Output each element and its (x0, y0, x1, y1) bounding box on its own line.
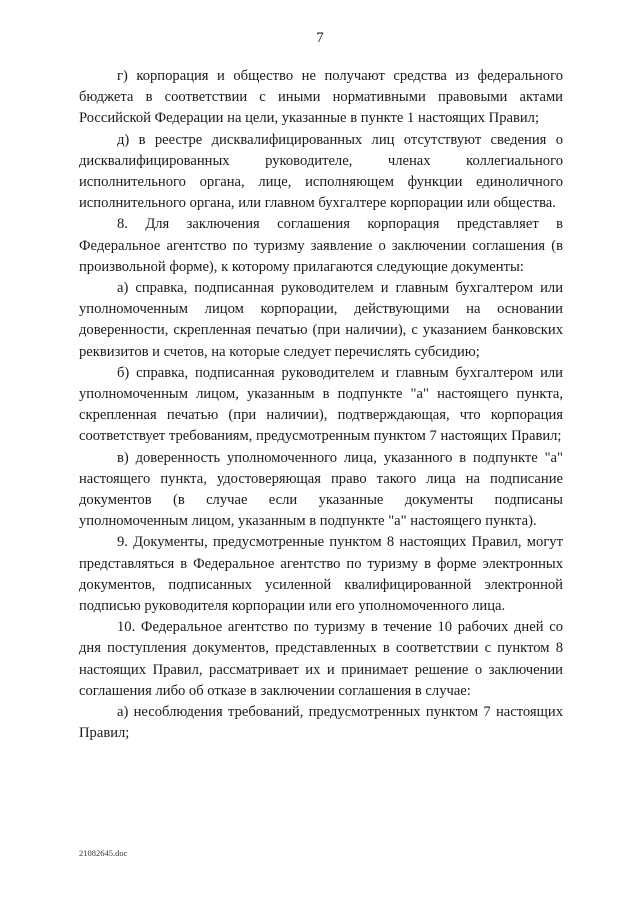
page-number: 7 (316, 30, 324, 46)
paragraph-10a: а) несоблюдения требований, предусмотренных пунктом 7 настоящих Правил; (79, 704, 563, 742)
paragraph-10: 10. Федеральное агентство по туризму в течение 10 рабочих дней со дня поступления документов, представленных в соответствии с пунктом 8 настоящих Правил, рассматривает их и принимает решение о заключении соглашения либо об отказе в заключении соглашения в случае: (79, 619, 563, 699)
paragraph-8a: а) справка, подписанная руководителем и главным бухгалтером или уполномоченным лицом корпорации, действующими на основании доверенности, скрепленная печатью (при наличии), с указанием банковских реквизитов и счетов, на которые следует перечислять субсидию; (79, 280, 563, 360)
paragraph-8: 8. Для заключения соглашения корпорация представляет в Федеральное агентство по туризму заявление о заключении соглашения (в произвольной форме), к которому прилагаются следующие документы: (79, 216, 563, 275)
document-body (79, 66, 563, 745)
footer-filename: 21082645.doc (79, 848, 128, 858)
paragraph-d: д) в реестре дисквалифицированных лиц отсутствуют сведения о дисквалифицированных руководителе, членах коллегиального исполнительного органа, лице, исполняющем функции единоличного исполнительного органа, или главном бухгалтере корпорации или общества. (79, 131, 563, 212)
paragraph-g: г) корпорация и общество не получают средства из федерального бюджета в соответствии с иными нормативными правовыми актами Российской Федерации на цели, указанные в пункте 1 настоящих Правил; (79, 68, 563, 127)
paragraph-8b: б) справка, подписанная руководителем и главным бухгалтером или уполномоченным лицом, указанным в подпункте "а" настоящего пункта, скрепленная печатью (при наличии), подтверждающая, что корпорация соответствует требованиям, предусмотренным пунктом 7 настоящих Правил; (79, 364, 563, 445)
paragraph-9: 9. Документы, предусмотренные пунктом 8 настоящих Правил, могут представляться в Федеральное агентство по туризму в форме электронных документов, подписанных усиленной квалифицированной электронной подписью руководителя корпорации или его уполномоченного лица. (79, 534, 563, 615)
paragraph-8v: в) доверенность уполномоченного лица, указанного в подпункте "а" настоящего пункта, удостоверяющая право такого лица на подписание документов (в случае если указанные документы подписаны уполномоченным лицом, указанным в подпункте "а" настоящего пункта). (79, 449, 563, 530)
